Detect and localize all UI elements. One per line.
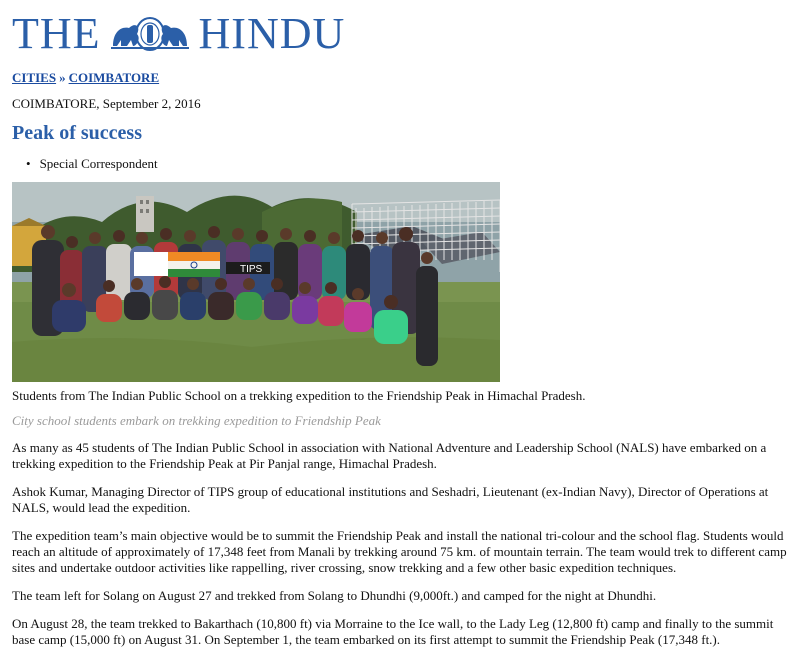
article-body (12, 440, 790, 660)
emblem-icon (107, 12, 193, 56)
masthead-hindu: HINDU (198, 9, 346, 58)
paragraph: On August 28, the team trekked to Bakarthach (10,800 ft) via Morraine to the Ice wall, to the Lady Leg (12,800 ft) camp and finally to the summit base camp (15,000 ft) on August 31. On September 1, the team embarked on its first attempt to summit the Friendship Peak (17,348 ft.). (12, 616, 774, 647)
paragraph: The team left for Solang on August 27 and trekked from Solang to Dhundhi (9,000ft.) and camped for the night at Dhundhi. (12, 588, 657, 603)
byline-author: • Special Correspondent (26, 156, 158, 172)
group-photo-image (12, 182, 500, 382)
masthead-logo[interactable] (12, 10, 345, 58)
breadcrumb-separator: » (59, 70, 66, 85)
headline: Peak of success (12, 122, 142, 144)
article-summary: City school students embark on trekking expedition to Friendship Peak (12, 413, 381, 428)
breadcrumb-coimbatore-link[interactable]: COIMBATORE (68, 70, 160, 85)
paragraph: Ashok Kumar, Managing Director of TIPS group of educational institutions and Seshadri, Lieutenant (ex-Indian Navy), Director of Operations at NALS, would lead the expedition. (12, 484, 769, 515)
photo-banner-text: TIPS (240, 264, 263, 275)
byline-list (26, 156, 158, 172)
paragraph: The expedition team’s main objective would be to summit the Friendship Peak and install the national tri-colour and the school flag. Students would reach an altitude of approximately of 17,348 feet from Manali by trekking around 75 km. of mountain terrain. The team would trek to different camp sites and undertake outdoor activities like rappelling, river crossing, snow trekking and a few other basic expedition techniques. (12, 528, 787, 575)
article-photo (12, 182, 500, 382)
dateline: COIMBATORE, September 2, 2016 (12, 96, 201, 111)
breadcrumb (12, 70, 159, 86)
breadcrumb-cities-link[interactable]: CITIES (12, 70, 57, 85)
masthead-the: THE (12, 9, 101, 58)
photo-caption: Students from The Indian Public School on a trekking expedition to the Friendship Peak in Himachal Pradesh. (12, 388, 586, 403)
paragraph: As many as 45 students of The Indian Public School in association with National Adventure and Leadership School (NALS) have embarked on a trekking expedition to the Friendship Peak at Pir Panjal range, Himachal Pradesh. (12, 440, 767, 471)
